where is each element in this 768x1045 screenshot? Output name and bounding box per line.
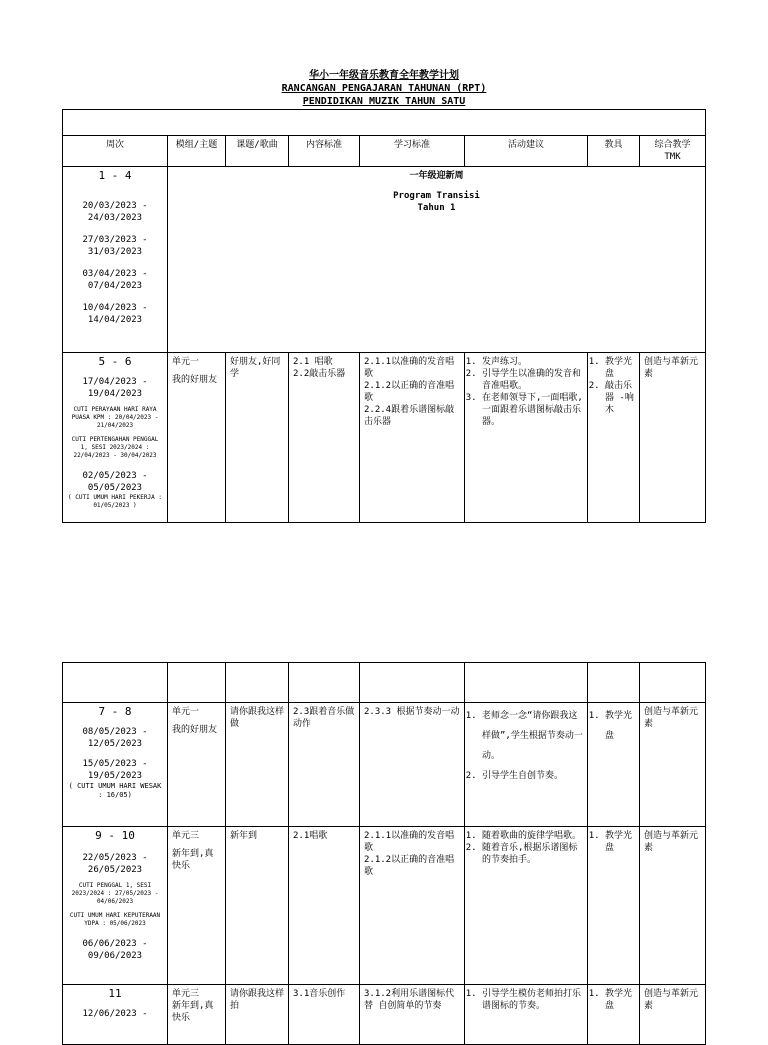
doc-title-chinese: 华小一年级音乐教育全年教学计划 [309, 70, 459, 81]
week-number: 7 - 8 [98, 705, 132, 718]
date-range: 20/03/2023 - 24/03/2023 [82, 201, 148, 223]
week-number: 1 - 4 [98, 169, 132, 182]
topic-cell: 请你跟我这样拍 [226, 985, 289, 1045]
doc-title-rpt: RANCANGAN PENGAJARAN TAHUNAN (RPT) [281, 83, 487, 94]
learning-std-cell [360, 827, 465, 985]
col-activities: 活动建议 [465, 136, 588, 167]
aid-item: 1. 教学光盘 [605, 830, 635, 854]
activities-cell [465, 985, 588, 1045]
transition-program-cell [168, 167, 706, 353]
date-range: 02/05/2023 - 05/05/2023 [82, 471, 148, 493]
tmk-cell: 创造与革新元素 [640, 353, 706, 523]
learning-std-cell: 3.1.2利用乐谱图标代替 自创简单的节奏 [360, 985, 465, 1045]
aid-item: 1. 教学光盘 [605, 706, 635, 746]
blank-header-row [63, 110, 706, 136]
holiday-note: CUTI UMUM HARI KEPUTERAAN YDPA : 05/06/2023 [69, 912, 161, 927]
holiday-note: ( CUTI UMUM HARI WESAK : 16/05) [68, 782, 162, 799]
activity-item: 2. 随着音乐,根据乐谱图标的节奏拍手。 [482, 842, 583, 866]
content-std-cell: 3.1音乐创作 [289, 985, 360, 1045]
week-cell [63, 353, 168, 523]
week-number: 11 [108, 987, 122, 1000]
table-row-week-5-6 [63, 353, 706, 523]
aid-item: 1. 教学光盘 [605, 356, 635, 380]
activity-item: 2. 引导学生自创节奏。 [482, 766, 583, 786]
program-transisi: Program Transisi [393, 191, 480, 201]
activity-item: 1. 发声练习。 [482, 356, 583, 368]
date-range: 15/05/2023 - 19/05/2023 [82, 759, 148, 781]
aids-cell [588, 827, 640, 985]
tahun-1: Tahun 1 [417, 203, 456, 213]
holiday-note: CUTI PENGGAL 1, SESI 2023/2024 : 27/05/2023 - 04/06/2023 [71, 882, 159, 905]
date-range: 27/03/2023 - 31/03/2023 [82, 235, 148, 257]
topic-cell: 请你跟我这样做 [226, 703, 289, 827]
date-range: 10/04/2023 - 14/04/2023 [82, 303, 148, 325]
aid-item: 1. 教学光盘 [605, 988, 635, 1012]
col-tmk: 综合教学 TMK [640, 136, 706, 167]
module-cell [168, 353, 226, 523]
module-cell [168, 985, 226, 1045]
content-item: 2.2敲击乐器 [293, 369, 346, 379]
col-aids: 教具 [588, 136, 640, 167]
module-name: 单元三 [172, 831, 200, 841]
activities-cell [465, 827, 588, 985]
column-header-row [63, 136, 706, 167]
table-row-week-1-4 [63, 167, 706, 353]
holiday-note: ( CUTI UMUM HARI PEKERJA : 01/05/2023 ) [68, 494, 162, 509]
content-std-cell: 2.3跟着音乐做动作 [289, 703, 360, 827]
topic-cell: 新年到 [226, 827, 289, 985]
date-range: 03/04/2023 - 07/04/2023 [82, 269, 148, 291]
date-range: 06/06/2023 - 09/06/2023 [82, 939, 148, 961]
module-name: 单元一 [172, 357, 200, 367]
table-row-week-7-8 [63, 703, 706, 827]
module-cell [168, 703, 226, 827]
learning-item: 2.1.1以准确的发音唱歌 [364, 831, 455, 853]
col-topic: 课题/歌曲 [226, 136, 289, 167]
aid-item: 2. 敲击乐器 -响木 [605, 380, 635, 416]
tmk-cell: 创造与革新元素 [640, 827, 706, 985]
learning-std-cell [360, 353, 465, 523]
module-cell [168, 827, 226, 985]
table-row-week-11 [63, 985, 706, 1045]
activity-item: 1. 引导学生模仿老师拍打乐谱图标的节奏。 [482, 988, 583, 1012]
content-item: 2.1 唱歌 [293, 357, 333, 367]
content-std-cell [289, 353, 360, 523]
learning-std-cell: 2.3.3 根据节奏动一动 [360, 703, 465, 827]
rpt-table-part2 [62, 662, 706, 1045]
activity-item: 1. 老师念一念“请你跟我这样做”,学生根据节奏动一动。 [482, 706, 583, 766]
blank-header-row [63, 663, 706, 703]
orientation-week-title: 一年级迎新周 [409, 171, 464, 181]
learning-item: 2.1.2以正确的音准唱歌 [364, 381, 455, 403]
col-week: 周次 [63, 136, 168, 167]
col-content-std: 内容标准 [289, 136, 360, 167]
holiday-note: CUTI PERAYAAN HARI RAYA PUASA KPM : 20/04/2023 - 21/04/2023 [71, 406, 159, 429]
week-number: 9 - 10 [95, 829, 135, 842]
aids-cell [588, 985, 640, 1045]
col-learning-std: 学习标准 [360, 136, 465, 167]
theme-name: 新年到,真快乐 [172, 849, 214, 871]
theme-name: 我的好朋友 [172, 725, 218, 735]
theme-name: 我的好朋友 [172, 375, 218, 385]
content-std-cell: 2.1唱歌 [289, 827, 360, 985]
date-range: 17/04/2023 - 19/04/2023 [82, 377, 148, 399]
doc-title-subject: PENDIDIKAN MUZIK TAHUN SATU [302, 96, 466, 107]
week-cell [63, 827, 168, 985]
week-number: 5 - 6 [98, 355, 132, 368]
rpt-table-part1 [62, 109, 706, 523]
week-cell [63, 703, 168, 827]
activity-item: 3. 在老师领导下,一面唱歌,一面跟着乐谱图标敲击乐器。 [482, 392, 583, 428]
aids-cell [588, 703, 640, 827]
table-row-week-9-10 [63, 827, 706, 985]
module-name: 单元一 [172, 707, 200, 717]
module-name: 单元三 [172, 989, 200, 999]
topic-cell: 好朋友,好同学 [226, 353, 289, 523]
learning-item: 2.1.2以正确的音准唱歌 [364, 855, 455, 877]
aids-cell [588, 353, 640, 523]
holiday-note: CUTI PERTENGAHAN PENGGAL 1, SESI 2023/2024 : 22/04/2023 - 30/04/2023 [71, 436, 159, 459]
learning-item: 2.2.4跟着乐谱图标敲击乐器 [364, 405, 455, 427]
date-range: 22/05/2023 - 26/05/2023 [82, 853, 148, 875]
col-module: 模组/主题 [168, 136, 226, 167]
activities-cell [465, 703, 588, 827]
tmk-cell: 创造与革新元素 [640, 703, 706, 827]
tmk-cell: 创造与革新元素 [640, 985, 706, 1045]
date-range: 08/05/2023 - 12/05/2023 [82, 727, 148, 749]
activity-item: 1. 随着歌曲的旋律学唱歌。 [482, 830, 583, 842]
date-range: 12/06/2023 - [82, 1009, 148, 1019]
week-cell [63, 985, 168, 1045]
activity-item: 2. 引导学生以准确的发音和音准唱歌。 [482, 368, 583, 392]
activities-cell [465, 353, 588, 523]
theme-name: 新年到,真快乐 [172, 1001, 214, 1023]
learning-item: 2.1.1以准确的发音唱歌 [364, 357, 455, 379]
week-cell [63, 167, 168, 353]
